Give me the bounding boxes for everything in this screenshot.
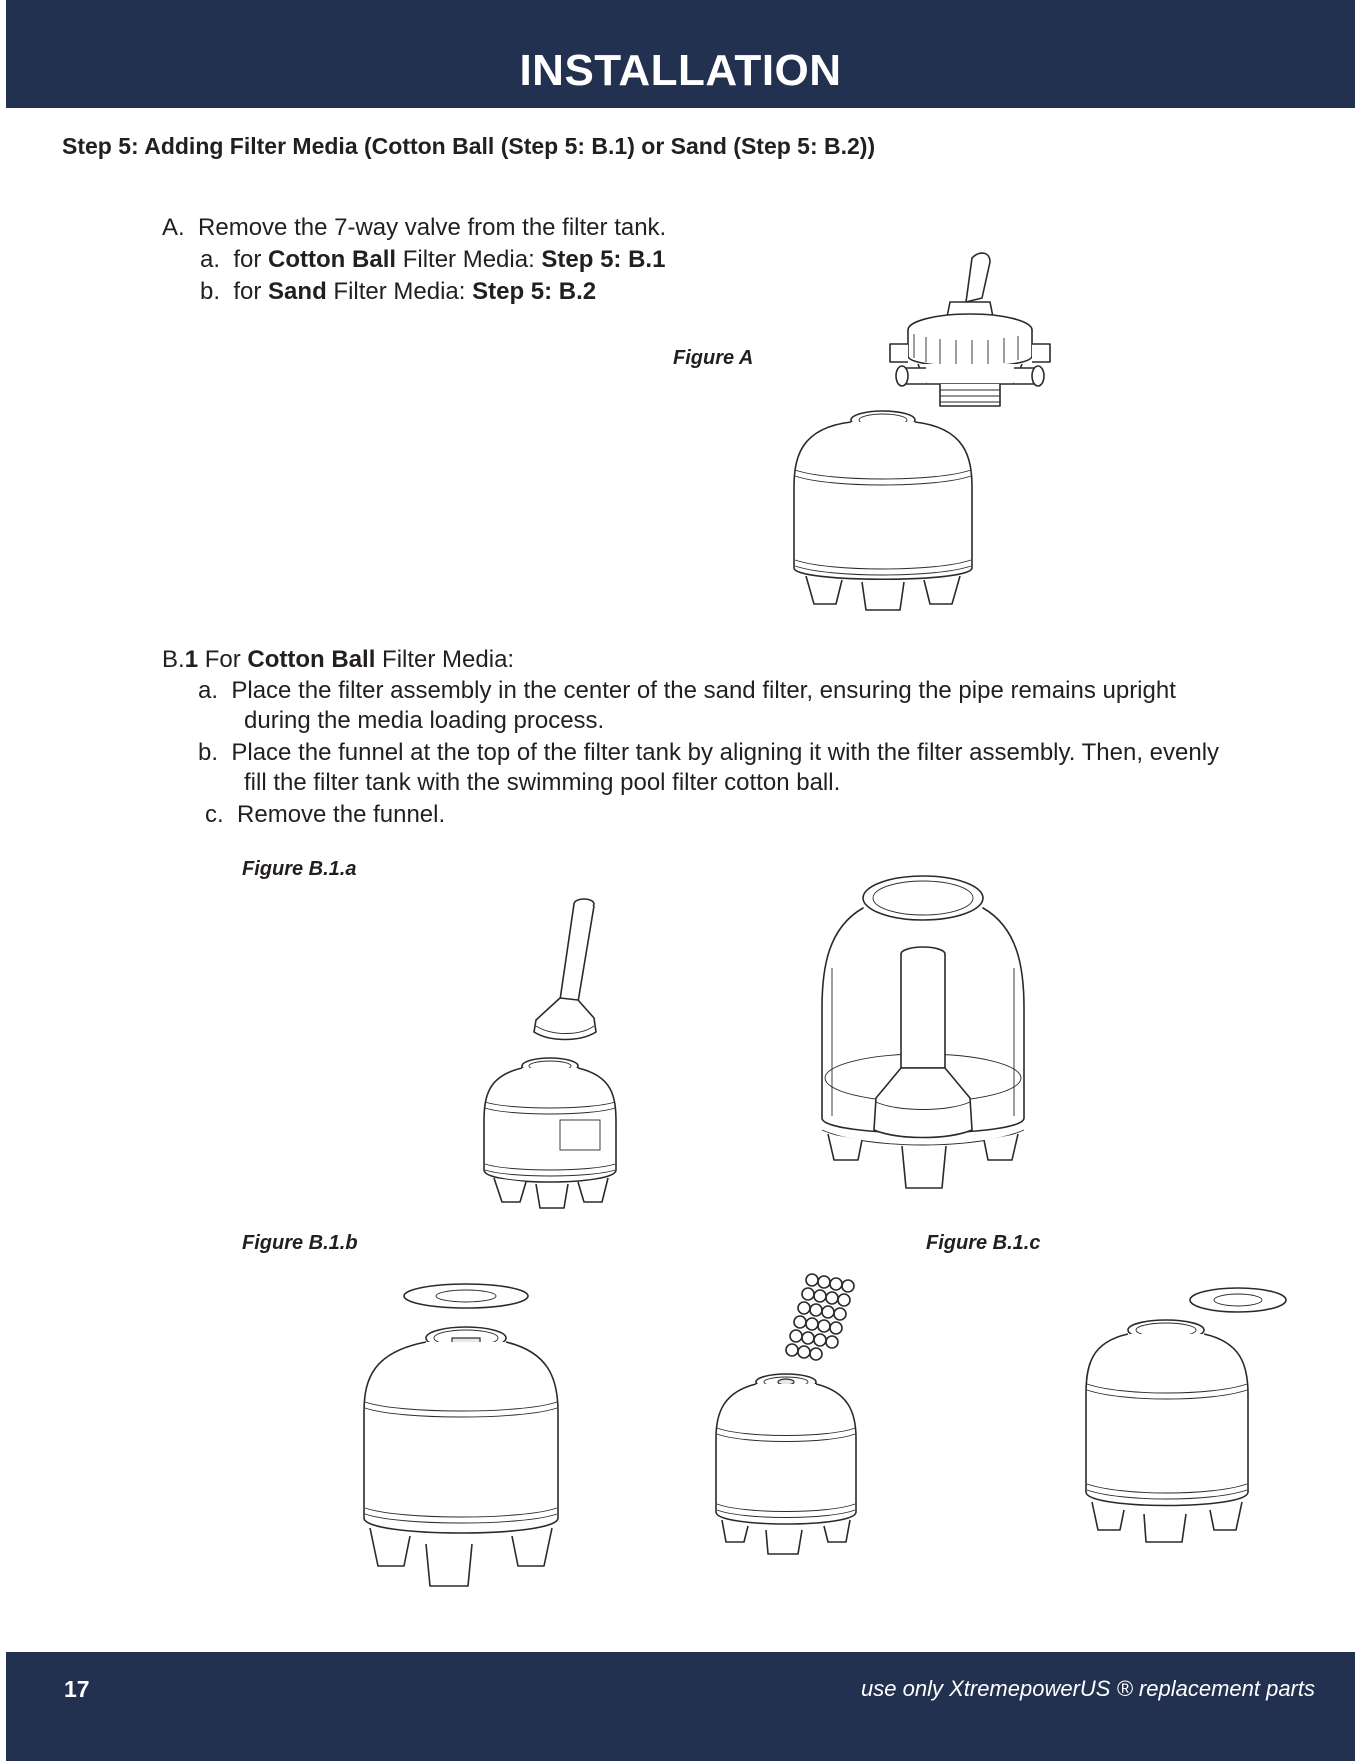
item-text: Remove the funnel. <box>237 801 446 828</box>
page-title: INSTALLATION <box>519 46 842 95</box>
section-b1-item-c <box>205 801 445 829</box>
footer-note: use only XtremepowerUS ® replacement parts <box>861 1676 1315 1701</box>
section-a-item-b <box>200 278 596 306</box>
item-text: for <box>233 246 269 273</box>
section-a-text: Remove the 7-way valve from the filter tank. <box>198 214 667 241</box>
step-title: Step 5: Adding Filter Media (Cotton Ball (Step 5: B.1) or Sand (Step 5: B.2)) <box>62 133 876 159</box>
step-reference: Step 5: B.2 <box>472 278 597 305</box>
section-b1-item-a-cont: during the media loading process. <box>244 707 605 734</box>
item-marker: b. <box>200 278 221 305</box>
item-marker: c. <box>205 801 224 828</box>
item-marker: a. <box>200 246 221 273</box>
figure-b1a-illustration-right <box>818 868 1030 1218</box>
item-marker: b. <box>198 739 219 766</box>
figure-b1c-label: Figure B.1.c <box>926 1232 1041 1254</box>
step-reference: Step 5: B.1 <box>541 246 666 273</box>
figure-a-label: Figure A <box>673 347 754 369</box>
figure-b1b-illustration-right <box>1082 1278 1294 1568</box>
section-b1-item-b-cont: fill the filter tank with the swimming pool filter cotton ball. <box>244 769 841 796</box>
marker-prefix: B. <box>162 646 185 673</box>
item-text: for <box>233 278 269 305</box>
item-text: Filter Media: <box>396 246 542 273</box>
item-bold: Cotton Ball <box>268 246 397 273</box>
heading-text: For <box>204 646 248 673</box>
figure-b1b-illustration-left <box>360 1282 562 1598</box>
section-b1-marker <box>162 646 198 673</box>
marker-number: 1 <box>184 646 199 673</box>
item-text: Place the funnel at the top of the filter tank by aligning it with the filter assembly. Then, evenly <box>231 739 1220 766</box>
footer-band <box>6 1652 1355 1761</box>
page-number: 17 <box>64 1676 90 1702</box>
header-band <box>6 0 1355 108</box>
section-b1-item-b <box>198 739 1219 767</box>
cotton-balls <box>786 1274 854 1360</box>
item-marker: a. <box>198 677 219 704</box>
item-bold: Sand <box>268 278 327 305</box>
item-text: Filter Media: <box>326 278 473 305</box>
figure-b1b-label: Figure B.1.b <box>242 1232 358 1254</box>
section-b1-item-a <box>198 677 1176 705</box>
figure-a-illustration <box>790 238 1080 618</box>
figure-b1a-label: Figure B.1.a <box>242 858 357 880</box>
section-a-item-a <box>200 246 665 274</box>
section-a-marker: A. <box>162 214 185 241</box>
figure-b1b-illustration-middle <box>714 1272 864 1566</box>
heading-bold: Cotton Ball <box>247 646 376 673</box>
heading-text: Filter Media: <box>375 646 515 673</box>
section-b1-heading <box>162 646 514 674</box>
item-text: Place the filter assembly in the center of the sand filter, ensuring the pipe remains upright <box>231 677 1176 704</box>
section-a-line <box>162 214 666 242</box>
figure-b1a-illustration-left <box>480 896 630 1218</box>
